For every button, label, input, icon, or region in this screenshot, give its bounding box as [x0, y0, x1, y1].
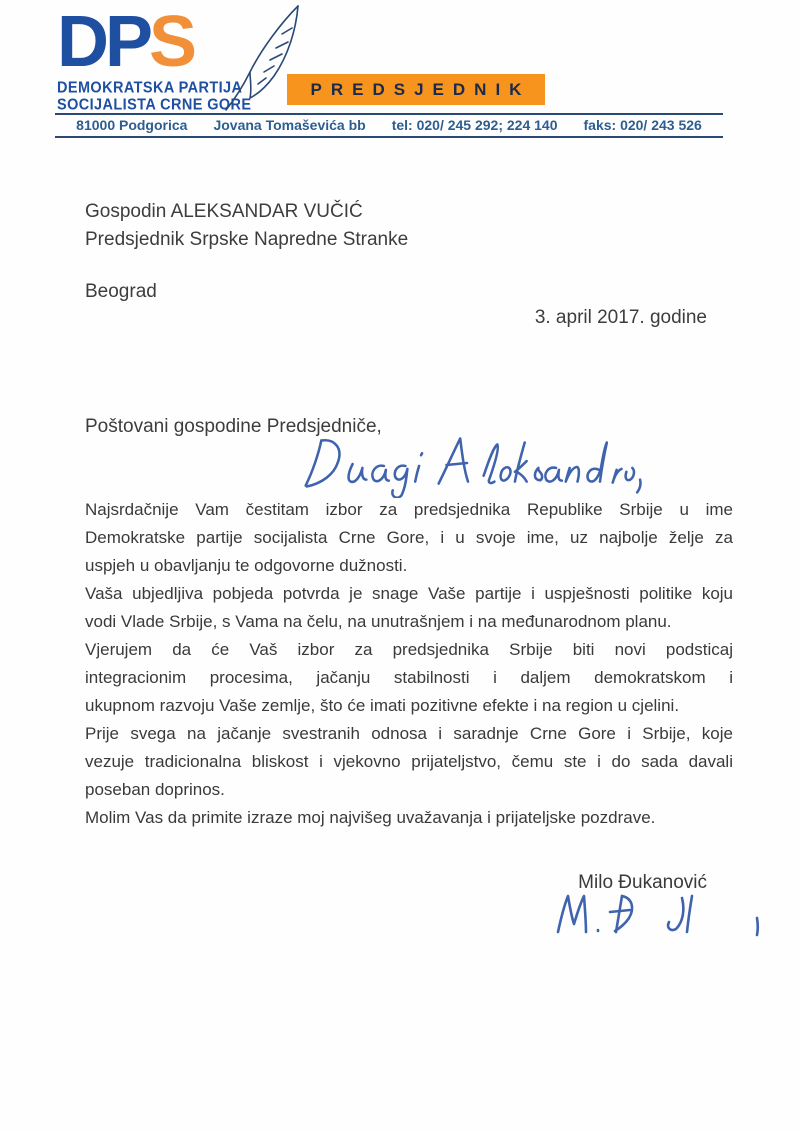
- recipient-city: Beograd: [85, 281, 157, 302]
- body-line: Vjerujem da će Vaš izbor za predsjednika Srbije biti novi podsticaj: [85, 640, 733, 659]
- contact-strip: [55, 113, 723, 138]
- signoff-name: Milo Đukanović: [578, 872, 707, 893]
- body-line: Molim Vas da primite izraze moj najvišeg uvažavanja i prijateljske pozdrave.: [85, 808, 656, 827]
- letter-body: [85, 496, 733, 832]
- dps-logo-letters-dp: DP: [57, 2, 150, 82]
- salutation: Poštovani gospodine Predsjedniče,: [85, 416, 382, 437]
- body-line: poseban doprinos.: [85, 780, 225, 799]
- contact-tel: tel: 020/ 245 292; 224 140: [391, 117, 558, 133]
- body-line: Demokratske partije socijalista Crne Gore, i u svoje ime, uz najbolje želje za: [85, 528, 733, 547]
- body-line: vezuje tradicionalna bliskost i vjekovno prijateljstvo, čemu ste i do sada davali: [85, 752, 733, 771]
- body-line: Prije svega na jačanje svestranih odnosa i saradnje Crne Gore i Srbije, koje: [85, 724, 733, 743]
- contact-postal: 81000 Podgorica: [76, 117, 188, 133]
- body-line: uspjeh u obavljanju te odgovorne dužnosti.: [85, 556, 408, 575]
- letter-date: 3. april 2017. godine: [534, 307, 707, 328]
- handwritten-signature: [552, 882, 780, 942]
- dps-logo-subtitle-line2: SOCIJALISTA CRNE GORE: [57, 96, 252, 114]
- predsjednik-banner: PREDSJEDNIK: [287, 74, 545, 105]
- body-line: integracionim procesima, jačanju stabilnosti i daljem demokratskom i: [85, 668, 733, 687]
- body-line: Najsrdačnije Vam čestitam izbor za predsjednika Republike Srbije u ime: [85, 500, 733, 519]
- recipient-title: Predsjednik Srpske Napredne Stranke: [85, 229, 409, 250]
- recipient-block: [85, 198, 408, 254]
- contact-faks: faks: 020/ 243 526: [583, 117, 702, 133]
- handwritten-greeting: [292, 430, 644, 498]
- contact-street: Jovana Tomaševića bb: [213, 117, 366, 133]
- recipient-name: Gospodin ALEKSANDAR VUČIĆ: [85, 201, 363, 222]
- dps-logo-letter-s: S: [149, 2, 194, 82]
- body-line: ukupnom razvoju Vaše zemlje, što će imati pozitivne efekte i na region u cjelini.: [85, 696, 680, 715]
- body-line: vodi Vlade Srbije, s Vama na čelu, na unutrašnjem i na međunarodnom planu.: [85, 612, 672, 631]
- body-line: Vaša ubjedljiva pobjeda potvrda je snage Vaše partije i uspješnosti politike koju: [85, 584, 733, 603]
- dps-logo-subtitle-line1: DEMOKRATSKA PARTIJA: [57, 80, 243, 97]
